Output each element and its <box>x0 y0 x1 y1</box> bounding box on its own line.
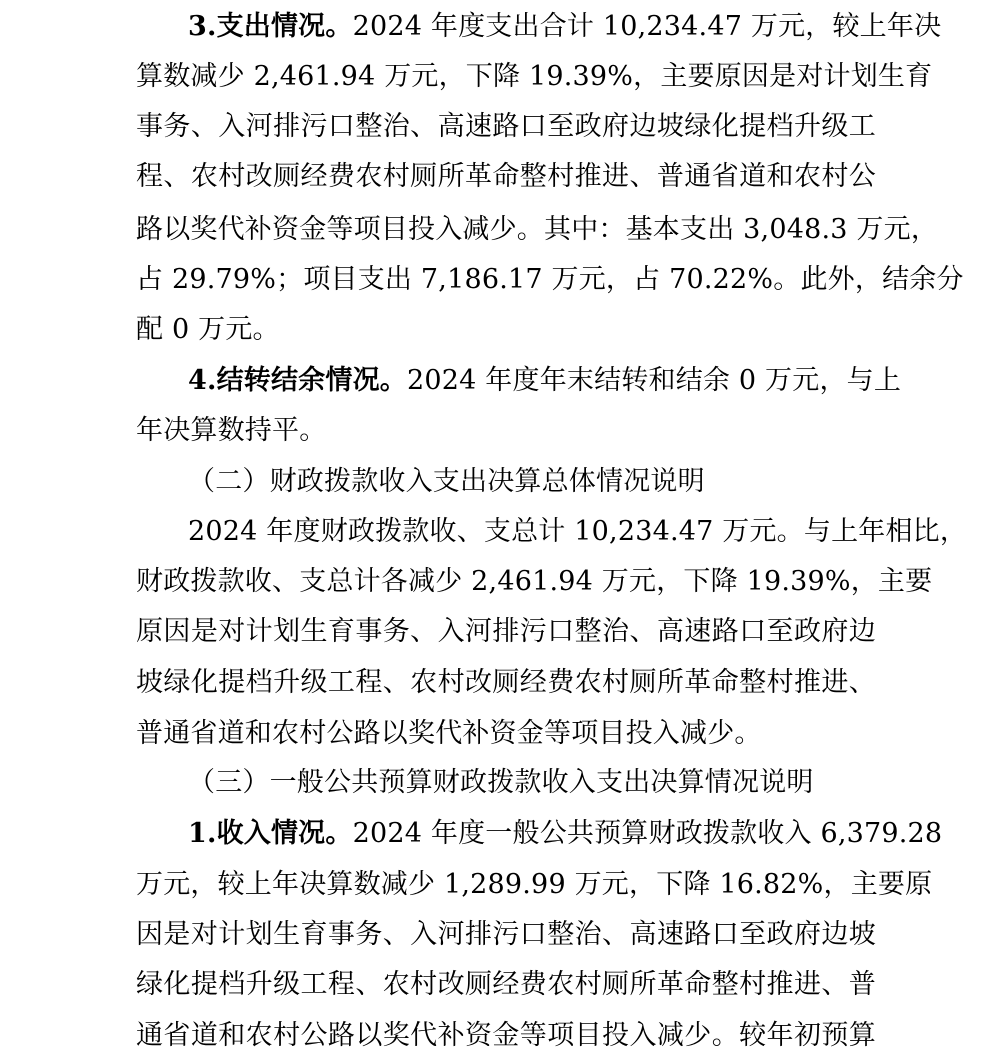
carryover-first-line <box>188 361 902 401</box>
fiscal-overview-line: 坡绿化提档升级工程、农村改厕经费农村厕所革命整村推进、 <box>136 667 876 698</box>
expenditure-line: 配 0 万元。 <box>136 314 280 345</box>
expenditure-line: 路以奖代补资金等项目投入减少。其中：基本支出 3,048.3 万元， <box>136 214 939 245</box>
fiscal-overview-line: 2024 年度财政拨款收、支总计 10,234.47 万元。与上年相比， <box>188 516 968 547</box>
carryover-text: 2024 年度年末结转和结余 0 万元，与上 <box>407 365 902 396</box>
carryover-heading: 4.结转结余情况。 <box>188 365 407 396</box>
fiscal-overview-line: 普通省道和农村公路以奖代补资金等项目投入减少。 <box>136 718 762 749</box>
expenditure-first-line <box>188 7 942 47</box>
income-line: 万元，较上年决算数减少 1,289.99 万元，下降 16.82%，主要原 <box>136 869 933 900</box>
fiscal-overview-line: 原因是对计划生育事务、入河排污口整治、高速路口至政府边 <box>136 616 876 647</box>
expenditure-line: 算数减少 2,461.94 万元，下降 19.39%，主要原因是对计划生育 <box>136 61 933 92</box>
fiscal-overview-line: 财政拨款收、支总计各减少 2,461.94 万元，下降 19.39%，主要 <box>136 566 933 597</box>
expenditure-heading: 3.支出情况。 <box>188 11 353 42</box>
fiscal-overview-title: （二）财政拨款收入支出决算总体情况说明 <box>188 466 705 497</box>
income-first-line <box>188 814 943 854</box>
expenditure-text: 2024 年度支出合计 10,234.47 万元，较上年决 <box>352 11 942 42</box>
expenditure-line: 事务、入河排污口整治、高速路口至政府边坡绿化提档升级工 <box>136 111 876 142</box>
income-line: 因是对计划生育事务、入河排污口整治、高速路口至政府边坡 <box>136 919 876 950</box>
expenditure-line: 程、农村改厕经费农村厕所革命整村推进、普通省道和农村公 <box>136 161 876 192</box>
income-line: 通省道和农村公路以奖代补资金等项目投入减少。较年初预算 <box>136 1020 876 1051</box>
income-heading: 1.收入情况。 <box>188 818 353 849</box>
income-line: 绿化提档升级工程、农村改厕经费农村厕所革命整村推进、普 <box>136 969 876 1000</box>
expenditure-line: 占 29.79%；项目支出 7,186.17 万元，占 70.22%。此外，结余分 <box>136 264 964 295</box>
general-budget-title: （三）一般公共预算财政拨款收入支出决算情况说明 <box>188 767 814 798</box>
carryover-line: 年决算数持平。 <box>136 415 327 446</box>
income-text: 2024 年度一般公共预算财政拨款收入 6,379.28 <box>352 818 943 849</box>
